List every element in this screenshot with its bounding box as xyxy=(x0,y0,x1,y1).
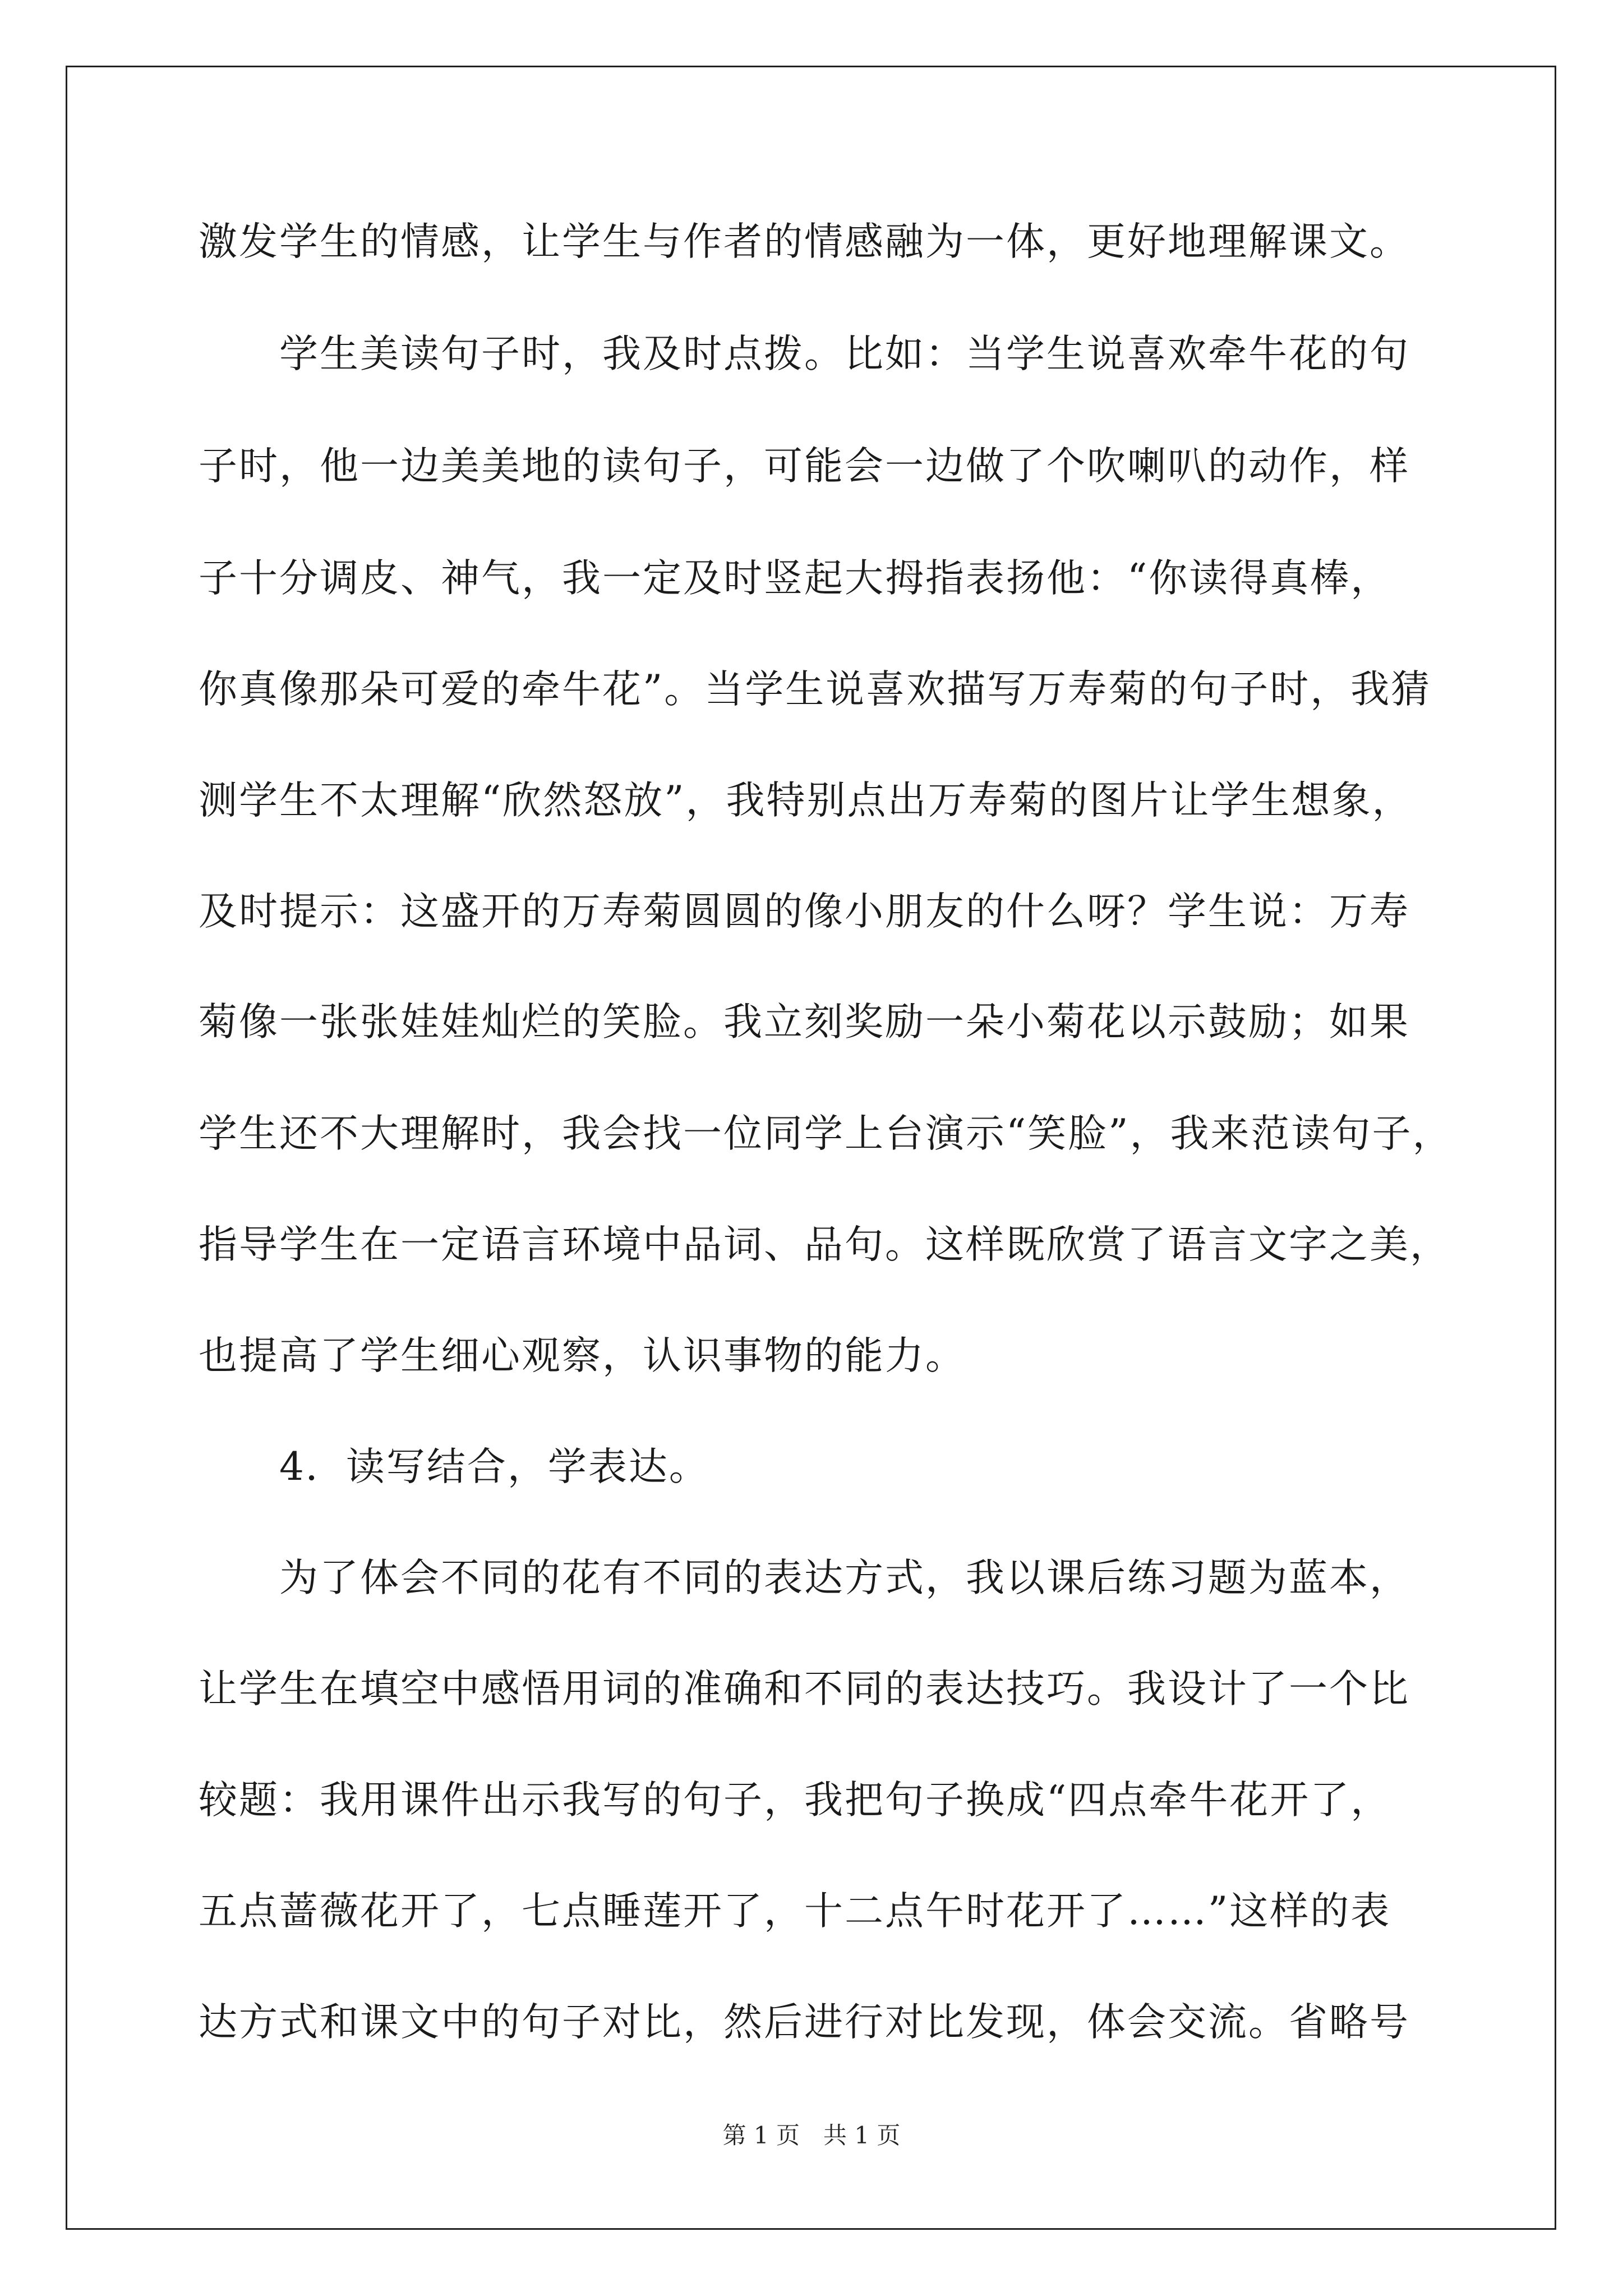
paragraph-line: 你真像那朵可爱的牵牛花”。当学生说喜欢描写万寿菊的句子时，我猜 xyxy=(199,667,1432,712)
paragraph-line: 激发学生的情感，让学生与作者的情感融为一体，更好地理解课文。 xyxy=(199,219,1410,264)
paragraph-line: 为了体会不同的花有不同的表达方式，我以课后练习题为蓝本， xyxy=(199,1556,1410,1600)
section-heading: 4．读写结合，学表达。 xyxy=(199,1444,709,1489)
paragraph-line: 子时，他一边美美地的读句子，可能会一边做了个吹喇叭的动作，样 xyxy=(199,444,1410,489)
paragraph-line: 较题：我用课件出示我写的句子，我把句子换成“四点牵牛花开了， xyxy=(199,1778,1391,1823)
page-number: 第 1 页 共 1 页 xyxy=(722,2122,901,2149)
paragraph-line: 菊像一张张娃娃灿烂的笑脸。我立刻奖励一朵小菊花以示鼓励；如果 xyxy=(199,1000,1410,1045)
paragraph-line: 指导学生在一定语言环境中品词、品句。这样既欣赏了语言文字之美， xyxy=(199,1222,1450,1267)
paragraph-line: 学生还不大理解时，我会找一位同学上台演示“笑脸”，我来范读句子， xyxy=(199,1111,1453,1156)
paragraph-line: 测学生不太理解“欣然怒放”，我特别点出万寿菊的图片让学生想象， xyxy=(199,778,1413,823)
paragraph-line: 达方式和课文中的句子对比，然后进行对比发现，体会交流。省略号 xyxy=(199,2000,1410,2045)
paragraph-line: 及时提示：这盛开的万寿菊圆圆的像小朋友的什么呀？学生说：万寿 xyxy=(199,889,1410,934)
paragraph-line: 学生美读句子时，我及时点拨。比如：当学生说喜欢牵牛花的句 xyxy=(199,332,1410,376)
paragraph-line: 子十分调皮、神气，我一定及时竖起大拇指表扬他：“你读得真棒， xyxy=(199,556,1391,601)
paragraph-line: 五点蔷薇花开了，七点睡莲开了，十二点午时花开了……”这样的表 xyxy=(199,1889,1391,1934)
paragraph-line: 也提高了学生细心观察，认识事物的能力。 xyxy=(199,1333,966,1378)
paragraph-line: 让学生在填空中感悟用词的准确和不同的表达技巧。我设计了一个比 xyxy=(199,1667,1410,1711)
